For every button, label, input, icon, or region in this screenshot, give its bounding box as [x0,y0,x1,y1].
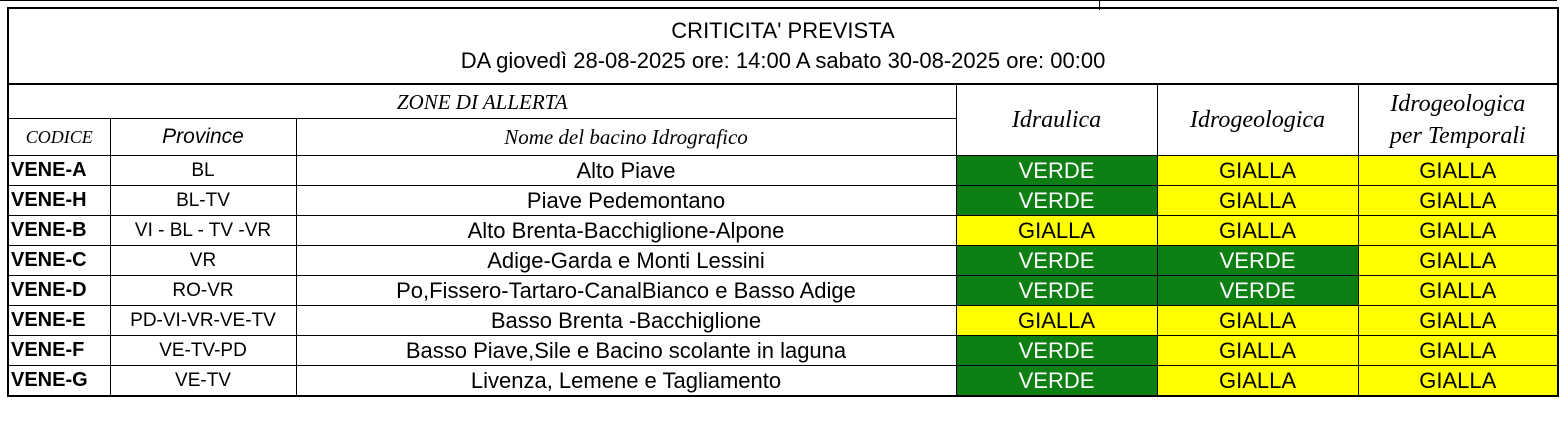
idrogeologica-level: GIALLA [1157,216,1358,246]
idraulica-level: GIALLA [956,216,1157,246]
temporali-level: GIALLA [1358,336,1558,366]
idraulica-level: VERDE [956,156,1157,186]
idrogeologica-level: GIALLA [1157,156,1358,186]
temporali-level: GIALLA [1358,366,1558,397]
table-title-cell [8,8,1558,84]
idrogeologica-level: GIALLA [1157,186,1358,216]
zone-code: VENE-G [8,366,110,397]
zone-code: VENE-A [8,156,110,186]
temporali-level: GIALLA [1358,156,1558,186]
zone-province: VE-TV-PD [110,336,296,366]
top-border-line [0,0,1099,1]
table-row [8,156,1558,186]
idraulica-level: VERDE [956,246,1157,276]
zone-province: VE-TV [110,366,296,397]
zone-code: VENE-C [8,246,110,276]
temporali-header-line2: per Temporali [1389,123,1526,149]
forecast-period: DA giovedì 28-08-2025 ore: 14:00 A sabato 30-08-2025 ore: 00:00 [460,48,1106,73]
zone-province: RO-VR [110,276,296,306]
zone-group-header: ZONE DI ALLERTA [8,84,956,119]
zone-rows [8,156,1558,397]
zone-code: VENE-D [8,276,110,306]
temporali-header [1358,84,1558,156]
zone-code: VENE-E [8,306,110,336]
table-row [8,246,1558,276]
zone-province: PD-VI-VR-VE-TV [110,306,296,336]
basin-name: Alto Piave [296,156,956,186]
idrogeologica-level: VERDE [1157,276,1358,306]
basin-name: Basso Piave,Sile e Bacino scolante in laguna [296,336,956,366]
temporali-level: GIALLA [1358,276,1558,306]
idraulica-level: VERDE [956,276,1157,306]
zone-province: VI - BL - TV -VR [110,216,296,246]
zone-code: VENE-H [8,186,110,216]
table-row [8,306,1558,336]
idraulica-header: Idraulica [956,84,1157,156]
table-row [8,186,1558,216]
idraulica-level: VERDE [956,366,1157,397]
basin-name: Piave Pedemontano [296,186,956,216]
temporali-level: GIALLA [1358,216,1558,246]
province-header: Province [110,119,296,156]
criticality-table [7,7,1559,397]
temporali-level: GIALLA [1358,246,1558,276]
bacino-header: Nome del bacino Idrografico [296,119,956,156]
temporali-level: GIALLA [1358,186,1558,216]
idrogeologica-level: GIALLA [1157,336,1358,366]
zone-province: BL [110,156,296,186]
table-row [8,216,1558,246]
top-border-line-right [1099,0,1557,1]
idraulica-level: VERDE [956,336,1157,366]
idraulica-level: VERDE [956,186,1157,216]
table-row [8,336,1558,366]
zone-code: VENE-F [8,336,110,366]
zone-province: VR [110,246,296,276]
idrogeologica-level: GIALLA [1157,366,1358,397]
idrogeologica-level: VERDE [1157,246,1358,276]
idraulica-level: GIALLA [956,306,1157,336]
codice-header: CODICE [8,119,110,156]
basin-name: Alto Brenta-Bacchiglione-Alpone [296,216,956,246]
basin-name: Basso Brenta -Bacchiglione [296,306,956,336]
idrogeologica-level: GIALLA [1157,306,1358,336]
zone-province: BL-TV [110,186,296,216]
table-row [8,366,1558,397]
basin-name: Adige-Garda e Monti Lessini [296,246,956,276]
temporali-header-line1: Idrogeologica [1390,91,1526,117]
temporali-level: GIALLA [1358,306,1558,336]
zone-code: VENE-B [8,216,110,246]
table-title: CRITICITA' PREVISTA [671,18,895,43]
basin-name: Livenza, Lemene e Tagliamento [296,366,956,397]
idrogeologica-header: Idrogeologica [1157,84,1358,156]
table-row [8,276,1558,306]
basin-name: Po,Fissero-Tartaro-CanalBianco e Basso Adige [296,276,956,306]
